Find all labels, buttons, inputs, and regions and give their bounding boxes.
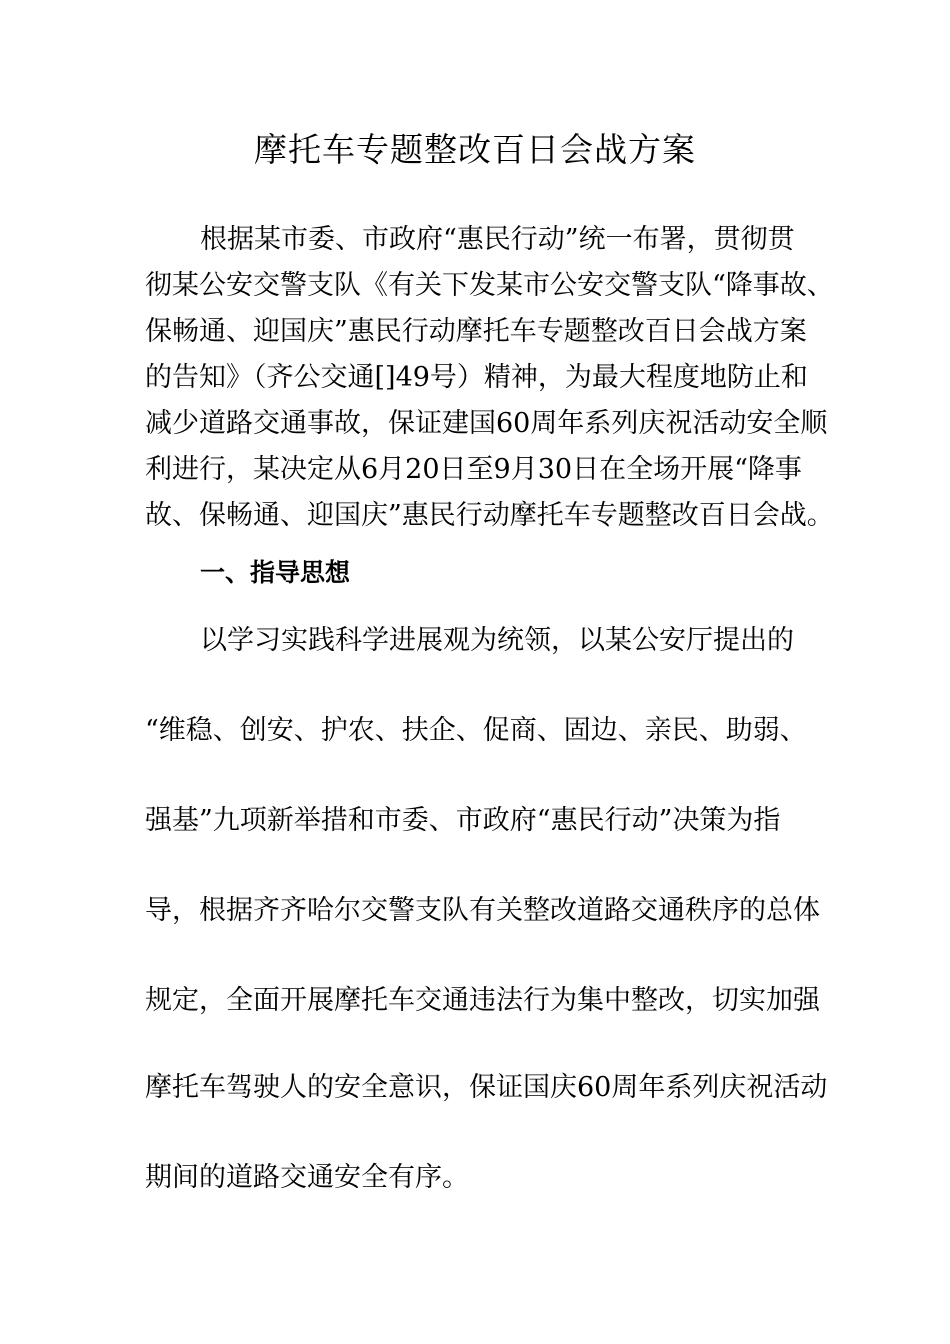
intro-line-1: 根据某市委、市政府“惠民行动”统一布署，贯彻贯 xyxy=(200,224,795,255)
section-line-4: 导，根据齐齐哈尔交警支队有关整改道路交通秩序的总体 xyxy=(145,895,820,926)
intro-line-7: 故、保畅通、迎国庆”惠民行动摩托车专题整改百日会战。 xyxy=(145,500,834,531)
intro-line-5: 减少道路交通事故，保证建国60周年系列庆祝活动安全顺 xyxy=(145,408,828,439)
section-line-7: 期间的道路交通安全有序。 xyxy=(145,1162,469,1193)
section-heading: 一、指导思想 xyxy=(200,558,351,587)
intro-line-3: 保畅通、迎国庆”惠民行动摩托车专题整改百日会战方案 xyxy=(145,316,807,347)
document-title: 摩托车专题整改百日会战方案 xyxy=(254,130,696,169)
section-line-1: 以学习实践科学进展观为统领，以某公安厅提出的 xyxy=(200,625,794,656)
section-line-5: 规定，全面开展摩托车交通违法行为集中整改，切实加强 xyxy=(145,985,820,1016)
section-line-3: 强基”九项新举措和市委、市政府“惠民行动”决策为指 xyxy=(145,805,781,836)
intro-line-4: 的告知》（齐公交通[]49号）精神，为最大程度地防止和 xyxy=(145,362,808,393)
section-line-2: “维稳、创安、护农、扶企、促商、固边、亲民、助弱、 xyxy=(145,715,807,746)
section-line-6: 摩托车驾驶人的安全意识，保证国庆60周年系列庆祝活动 xyxy=(145,1072,828,1103)
intro-line-2: 彻某公安交警支队《有关下发某市公安交警支队“降事故、 xyxy=(145,270,834,301)
intro-line-6: 利进行，某决定从6月20日至9月30日在全场开展“降事 xyxy=(145,454,802,485)
